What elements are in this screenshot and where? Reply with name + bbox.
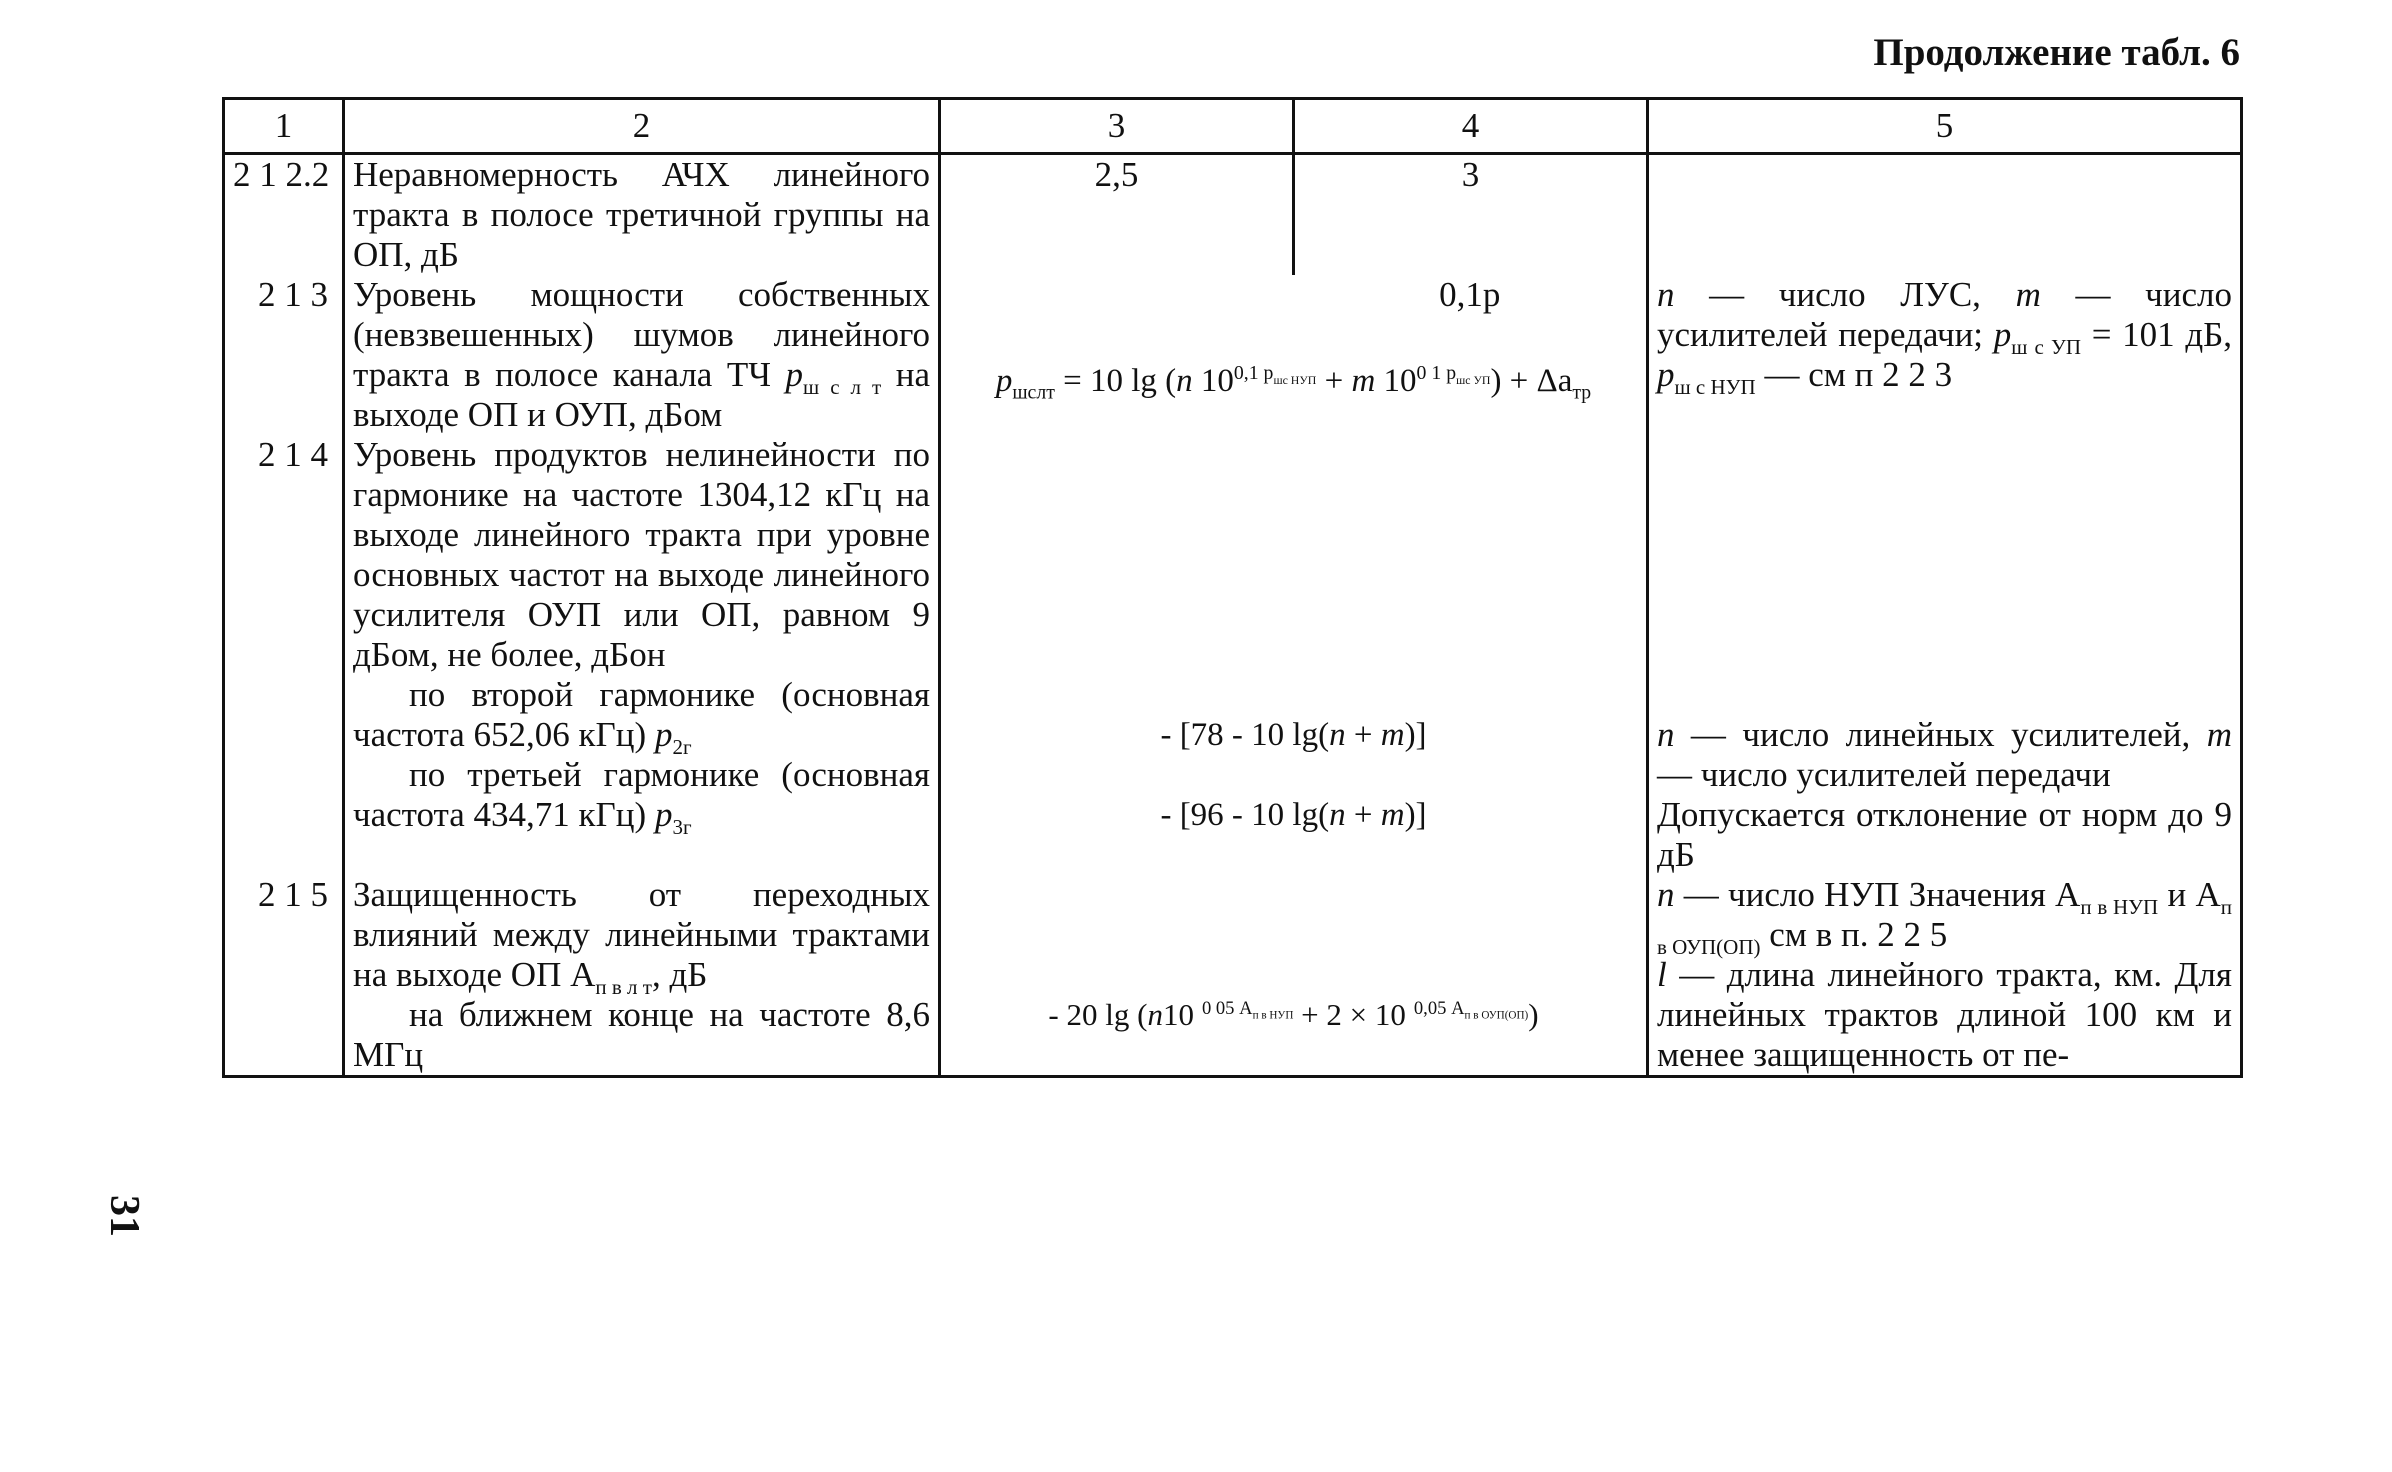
note-length: l — длина линейного тракта, км. Для линейных трактов длиной 100 км и менее защищенность от пе- bbox=[1657, 955, 2232, 1074]
desc-subscript: ш с л т bbox=[803, 375, 882, 399]
formula-third-harmonic: - [96 - 10 lg(n + m)] bbox=[1160, 797, 1427, 833]
table-header-row bbox=[224, 99, 2242, 154]
row-note bbox=[1648, 875, 2242, 1077]
table-row bbox=[224, 875, 2242, 1077]
formula-cell bbox=[940, 275, 1648, 435]
row-number: 2 1 3 bbox=[224, 275, 344, 435]
sub-item-near-end: на ближнем конце на частоте 8,6 МГц bbox=[353, 995, 930, 1074]
row-description: Неравномерность АЧХ линейного тракта в полосе третичной группы на ОП, дБ bbox=[344, 154, 940, 276]
col-header-3: 3 bbox=[940, 99, 1294, 154]
value-col4: 0,1p bbox=[1439, 275, 1501, 314]
crosstalk-formula: - 20 lg (n10 $^{0 05 А_{п в НУП}}$ + 2 × 10 $^{0,05 А_{п в ОУП(ОП)}}$) bbox=[1048, 997, 1539, 1032]
value-col4: 3 bbox=[1294, 154, 1648, 276]
col-header-4: 4 bbox=[1294, 99, 1648, 154]
formula-second-harmonic: - [78 - 10 lg(n + m)] bbox=[1160, 717, 1427, 753]
norms-table bbox=[222, 97, 2243, 1078]
table-row bbox=[224, 435, 2242, 875]
row-note: n — число ЛУС, m — число усилителей передачи; $p_{ш с УП} = 101$ дБ, $p_{ш с НУП}$ — см п 2 2 3 bbox=[1648, 275, 2242, 435]
col-header-5: 5 bbox=[1648, 99, 2242, 154]
row-number: 2 1 4 bbox=[224, 435, 344, 875]
table-row bbox=[224, 275, 2242, 435]
col-header-1: 1 bbox=[224, 99, 344, 154]
row-number: 2 1 2.2 bbox=[224, 154, 344, 276]
row-note bbox=[1648, 435, 2242, 875]
note-nup: n — число НУП Значения $А_{п в НУП}$ и $А_{п в ОУП(ОП)}$ см в п. 2 2 5 bbox=[1657, 875, 2232, 959]
row-note bbox=[1648, 154, 2242, 276]
row-description bbox=[344, 875, 940, 1077]
continuation-label: Продолжение табл. 6 bbox=[1873, 31, 2240, 74]
note-third-harmonic: Допускается отклонение от норм до 9 дБ bbox=[1657, 795, 2232, 874]
formula-cell bbox=[940, 875, 1648, 1077]
note-second-harmonic: n — число линейных усилителей, m — число усилителей передачи bbox=[1657, 715, 2232, 794]
sub-item-second-harmonic: по второй гармонике (основная частота 652,06 кГц) $p_{2г}$ bbox=[353, 675, 930, 759]
value-col3: 2,5 bbox=[940, 154, 1294, 276]
row-description bbox=[344, 275, 940, 435]
desc-text: Уровень мощности собственных (невзвешенных) шумов линейного тракта в полосе канала ТЧ bbox=[353, 275, 930, 394]
desc-text: Уровень продуктов нелинейности по гармонике на частоте 1304,12 кГц на выходе линейного тракта при уровне основных частот на выходе линейного усилителя ОУП или ОП, равном 9 дБом, не более, дБон bbox=[353, 435, 930, 674]
col-header-2: 2 bbox=[344, 99, 940, 154]
desc-text: Защищенность от переходных влияний между линейными трактами на выходе ОП $А_{п в л т}$, дБ bbox=[353, 875, 930, 999]
table-row bbox=[224, 154, 2242, 276]
formula-cell bbox=[940, 435, 1648, 875]
page-number: 31 bbox=[101, 1195, 147, 1237]
desc-symbol: p bbox=[785, 355, 803, 394]
sub-item-third-harmonic: по третьей гармонике (основная частота 434,71 кГц) $p_{3г}$ bbox=[353, 755, 930, 839]
row-number: 2 1 5 bbox=[224, 875, 344, 1077]
row-description bbox=[344, 435, 940, 875]
noise-formula: $p_{шслт} = 10$ lg (n $10^{0,1 p_{шс НУП}} + m$ $10^{0 1 p_{шс УП}}) + \Delta a_{тр}$ bbox=[995, 362, 1592, 404]
desc-tail: на выходе ОП и ОУП, дБом bbox=[353, 355, 931, 434]
